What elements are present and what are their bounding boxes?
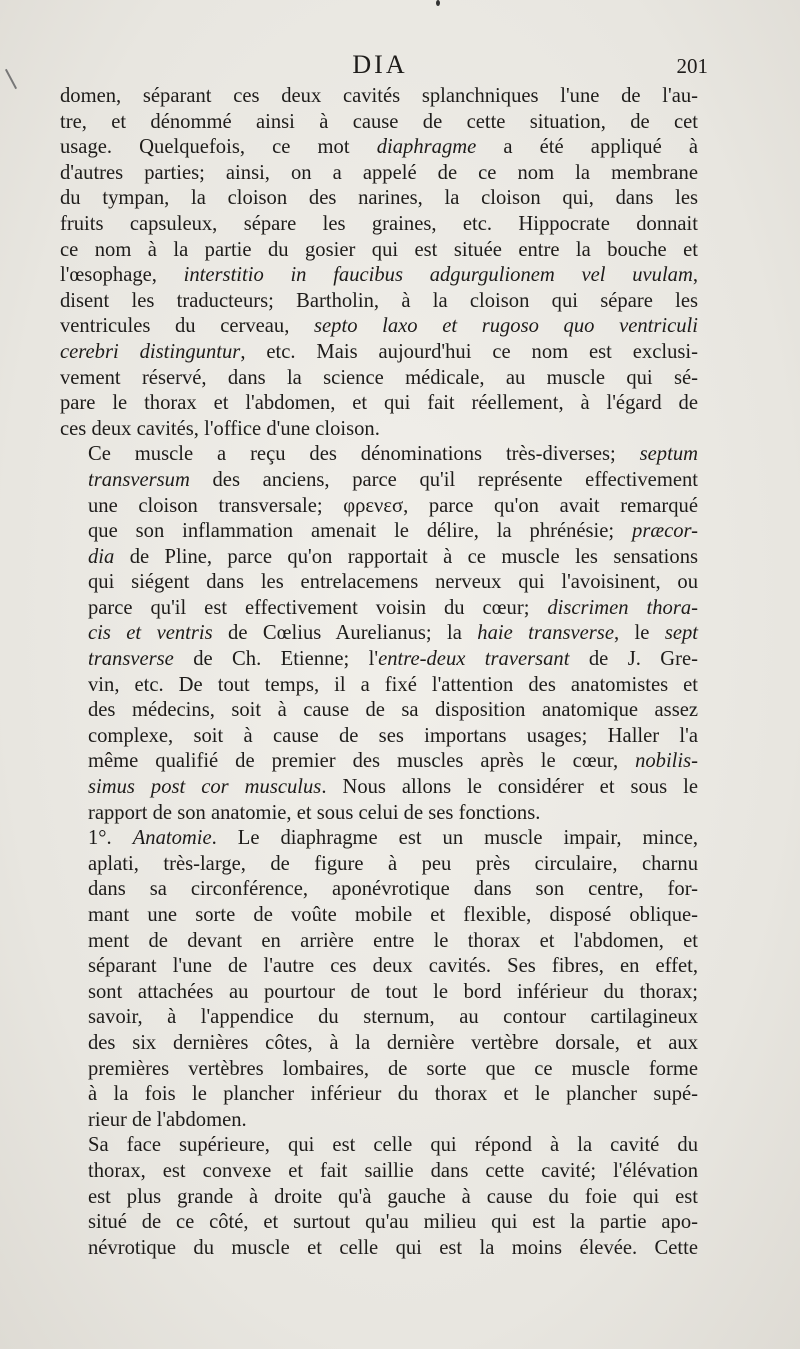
text-line: l'œsophage, interstitio in faucibus adgurgulionem vel uvulam, bbox=[60, 264, 698, 287]
text-line: aplati, très-large, de figure à peu près circulaire, charnu bbox=[88, 852, 698, 875]
text-line: pare le thorax et l'abdomen, et qui fait réellement, à l'égard de bbox=[60, 392, 698, 415]
text-line: sont attachées au pourtour de tout le bord inférieur du thorax; bbox=[88, 980, 698, 1003]
text-line: disent les traducteurs; Bartholin, à la cloison qui sépare les bbox=[60, 289, 698, 312]
page-number: 201 bbox=[676, 54, 708, 78]
text-line: ce nom à la partie du gosier qui est située entre la bouche et bbox=[60, 238, 698, 261]
text-line: vin, etc. De tout temps, il a fixé l'attention des anatomistes et bbox=[88, 673, 698, 696]
text-line: névrotique du muscle et celle qui est la moins élevée. Cette bbox=[88, 1236, 698, 1259]
text-line: cerebri distinguntur, etc. Mais aujourd'hui ce nom est exclusi- bbox=[60, 340, 698, 363]
text-line: Ce muscle a reçu des dénominations très-diverses; septum bbox=[88, 443, 698, 466]
text-line: savoir, à l'appendice du sternum, au contour cartilagineux bbox=[88, 1006, 698, 1029]
text-line: qui siégent dans les entrelacemens nerveux qui l'avoisinent, ou bbox=[88, 571, 698, 594]
text-line: 1°. Anatomie. Le diaphragme est un muscle impair, mince, bbox=[88, 827, 698, 850]
text-line: dans sa circonférence, aponévrotique dans son centre, for- bbox=[88, 878, 698, 901]
text-line: premières vertèbres lombaires, de sorte que ce muscle forme bbox=[88, 1057, 698, 1080]
text-line: parce qu'il est effectivement voisin du cœur; discrimen thora- bbox=[88, 596, 698, 619]
text-line: cis et ventris de Cœlius Aurelianus; la haie transverse, le sept bbox=[88, 622, 698, 645]
text-line: tre, et dénommé ainsi à cause de cette situation, de cet bbox=[60, 110, 698, 133]
text-line: rieur de l'abdomen. bbox=[88, 1108, 247, 1131]
text-line: thorax, est convexe et fait saillie dans cette cavité; l'élévation bbox=[88, 1159, 698, 1182]
text-line: usage. Quelquefois, ce mot diaphragme a été appliqué à bbox=[60, 136, 698, 159]
text-line: séparant l'une de l'autre ces deux cavités. Ses fibres, en effet, bbox=[88, 955, 698, 978]
text-line: que son inflammation amenait le délire, la phrénésie; præcor- bbox=[88, 520, 698, 543]
text-line: même qualifié de premier des muscles après le cœur, nobilis- bbox=[88, 750, 698, 773]
ink-dot bbox=[436, 0, 440, 6]
text-line: dia de Pline, parce qu'on rapportait à ce muscle les sensations bbox=[88, 545, 698, 568]
paragraph bbox=[60, 1133, 698, 1261]
text-line: domen, séparant ces deux cavités splanchniques l'une de l'au- bbox=[60, 85, 698, 107]
text-line: du tympan, la cloison des narines, la cloison qui, dans les bbox=[60, 187, 698, 210]
text-line: ventricules du cerveau, septo laxo et rugoso quo ventriculi bbox=[60, 315, 698, 338]
text-line: des médecins, soit à cause de sa disposition anatomique assez bbox=[88, 699, 698, 722]
text-line: situé de ce côté, et surtout qu'au milieu qui est la partie apo- bbox=[88, 1211, 698, 1234]
text-line: une cloison transversale; φρενεσ, parce qu'on avait remarqué bbox=[88, 494, 698, 517]
text-line: est plus grande à droite qu'à gauche à cause du foie qui est bbox=[88, 1185, 698, 1208]
running-head: DIA bbox=[352, 50, 408, 79]
text-line: fruits capsuleux, sépare les graines, etc. Hippocrate donnait bbox=[60, 212, 698, 235]
paragraph bbox=[60, 826, 698, 1133]
text-line: des six dernières côtes, à la dernière vertèbre dorsale, et aux bbox=[88, 1031, 698, 1054]
text-line: vement réservé, dans la science médicale, au muscle qui sé- bbox=[60, 366, 698, 389]
body-text bbox=[60, 84, 698, 1261]
margin-mark bbox=[5, 69, 17, 89]
text-line: à la fois le plancher inférieur du thorax et le plancher supé- bbox=[88, 1083, 698, 1106]
text-line: Sa face supérieure, qui est celle qui répond à la cavité du bbox=[88, 1134, 698, 1157]
text-line: mant une sorte de voûte mobile et flexible, disposé oblique- bbox=[88, 904, 698, 926]
text-line: ces deux cavités, l'office d'une cloison. bbox=[60, 417, 380, 440]
text-line: complexe, soit à cause de ses importans usages; Haller l'a bbox=[88, 724, 698, 747]
paragraph bbox=[60, 442, 698, 826]
page-header bbox=[60, 50, 708, 80]
text-line: ment de devant en arrière entre le thorax et l'abdomen, et bbox=[88, 929, 698, 952]
text-line: d'autres parties; ainsi, on a appelé de ce nom la membrane bbox=[60, 161, 698, 184]
text-line: rapport de son anatomie, et sous celui de ses fonctions. bbox=[88, 801, 541, 824]
text-line: simus post cor musculus. Nous allons le considérer et sous le bbox=[88, 776, 698, 799]
text-line: transverse de Ch. Etienne; l'entre-deux traversant de J. Gre- bbox=[88, 648, 699, 671]
paragraph bbox=[60, 84, 698, 442]
text-line: transversum des anciens, parce qu'il représente effectivement bbox=[88, 468, 698, 491]
